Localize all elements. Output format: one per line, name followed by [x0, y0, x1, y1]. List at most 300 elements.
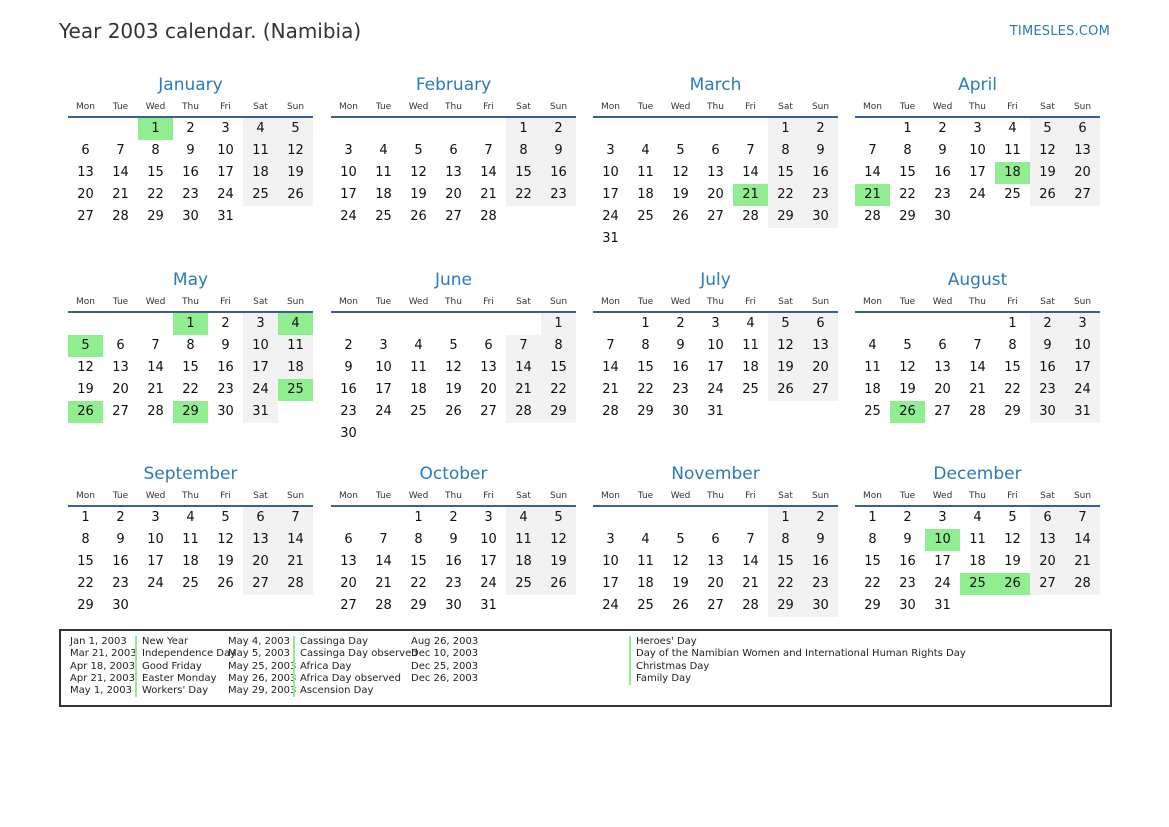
day-cell: 9	[116, 532, 125, 547]
day-cell: 2	[221, 316, 230, 331]
weekday-label: Thu	[445, 491, 462, 501]
day-cell: 2	[903, 510, 912, 525]
day-cell: 28	[112, 209, 129, 224]
day-cell: 20	[803, 357, 838, 379]
day-cell: 8	[81, 532, 90, 547]
day-cell: 25	[637, 209, 654, 224]
day-cell: 16	[340, 382, 357, 397]
day-cell: 26	[1030, 184, 1065, 206]
day-cell: 12	[672, 165, 689, 180]
day-cell: 23	[112, 576, 129, 591]
day-cell: 20	[480, 382, 497, 397]
weekday-label: Sat	[253, 297, 268, 307]
day-cell: 14	[969, 360, 986, 375]
weekday-label: Tue	[637, 297, 654, 307]
calendar-grid	[68, 73, 1102, 621]
day-cell: 29	[77, 598, 94, 613]
day-cell: 4	[973, 510, 982, 525]
day-cell: 28	[742, 209, 759, 224]
day-cell: 11	[1004, 143, 1021, 158]
day-cell: 7	[606, 338, 615, 353]
day-cell: 13	[445, 165, 462, 180]
weekday-label: Thu	[707, 297, 724, 307]
day-cell: 1	[903, 121, 912, 136]
day-cell: 24	[217, 187, 234, 202]
weekday-label: Sun	[286, 297, 305, 307]
day-cell: 3	[606, 532, 615, 547]
day-cell: 22	[768, 184, 803, 206]
day-cell: 14	[506, 357, 541, 379]
day-cell: 16	[541, 162, 576, 184]
day-cell: 15	[182, 360, 199, 375]
weekday-label: Wed	[145, 102, 166, 112]
day-cell: 1	[768, 507, 803, 529]
holiday-date: Mar 21, 2003	[70, 648, 137, 660]
day-cell: 1	[81, 510, 90, 525]
day-cell: 24	[375, 404, 392, 419]
day-cell: 27	[243, 573, 278, 595]
day-cell: 22	[147, 187, 164, 202]
day-cell: 3	[243, 313, 278, 335]
day-cell: 15	[768, 551, 803, 573]
weekday-label: Fri	[745, 102, 756, 112]
day-cell: 16	[803, 551, 838, 573]
day-cell: 9	[803, 529, 838, 551]
day-cell: 10	[340, 165, 357, 180]
day-cell: 2	[186, 121, 195, 136]
weekday-label: Thu	[707, 491, 724, 501]
day-cell: 13	[112, 360, 129, 375]
holiday-day-cell: 21	[855, 184, 890, 206]
day-cell: 4	[641, 532, 650, 547]
day-cell: 16	[934, 165, 951, 180]
day-cell: 29	[1004, 404, 1021, 419]
weekday-label: Tue	[112, 491, 129, 501]
holiday-name: Cassinga Day	[293, 636, 368, 648]
day-cell: 23	[899, 576, 916, 591]
day-cell: 20	[934, 382, 951, 397]
weekday-label: Sat	[516, 491, 531, 501]
weekday-label: Sun	[811, 491, 830, 501]
holiday-name: Ascension Day	[293, 685, 373, 697]
day-cell: 10	[707, 338, 724, 353]
day-cell: 25	[243, 184, 278, 206]
weekday-label: Sat	[778, 297, 793, 307]
day-cell: 19	[77, 382, 94, 397]
day-cell: 14	[278, 529, 313, 551]
day-cell: 23	[445, 576, 462, 591]
day-cell: 21	[1065, 551, 1100, 573]
day-cell: 22	[1004, 382, 1021, 397]
day-cell: 7	[506, 335, 541, 357]
day-cell: 6	[711, 143, 720, 158]
weekday-label: Wed	[932, 491, 953, 501]
day-cell: 15	[410, 554, 427, 569]
day-cell: 28	[278, 573, 313, 595]
day-cell: 4	[506, 507, 541, 529]
day-cell: 1	[1008, 316, 1017, 331]
day-cell: 23	[217, 382, 234, 397]
day-cell: 8	[506, 140, 541, 162]
holiday-legend	[59, 629, 1112, 707]
day-cell: 30	[803, 595, 838, 617]
weekday-label: Sun	[286, 491, 305, 501]
day-cell: 3	[938, 510, 947, 525]
weekday-label: Wed	[145, 491, 166, 501]
month-june	[331, 268, 576, 445]
day-cell: 23	[541, 184, 576, 206]
brand-link[interactable]: TIMESLES.COM	[1009, 24, 1110, 39]
day-cell: 9	[186, 143, 195, 158]
day-cell: 8	[1008, 338, 1017, 353]
day-cell: 8	[151, 143, 160, 158]
day-cell: 18	[637, 576, 654, 591]
day-cell: 15	[899, 165, 916, 180]
day-cell: 22	[899, 187, 916, 202]
day-cell: 28	[506, 401, 541, 423]
holiday-day-cell: 26	[890, 401, 925, 423]
day-cell: 14	[375, 554, 392, 569]
weekday-label: Fri	[1007, 102, 1018, 112]
day-cell: 15	[541, 357, 576, 379]
month-may	[68, 268, 313, 423]
day-cell: 5	[278, 118, 313, 140]
day-cell: 17	[707, 360, 724, 375]
day-cell: 7	[973, 338, 982, 353]
day-cell: 11	[506, 529, 541, 551]
day-cell: 24	[602, 598, 619, 613]
weekday-label: Thu	[969, 297, 986, 307]
day-cell: 20	[1065, 162, 1100, 184]
weekday-label: Sat	[1040, 102, 1055, 112]
day-cell: 27	[445, 209, 462, 224]
day-cell: 17	[147, 554, 164, 569]
day-cell: 20	[112, 382, 129, 397]
weekday-header	[593, 293, 838, 313]
day-cell: 29	[147, 209, 164, 224]
weekday-label: Mon	[339, 297, 358, 307]
day-cell: 19	[768, 357, 803, 379]
holiday-name: Cassinga Day observed	[293, 648, 418, 660]
day-cell: 2	[803, 118, 838, 140]
day-cell: 30	[803, 206, 838, 228]
day-cell: 25	[864, 404, 881, 419]
day-cell: 7	[868, 143, 877, 158]
day-cell: 2	[449, 510, 458, 525]
day-cell: 3	[1065, 313, 1100, 335]
day-cell: 18	[506, 551, 541, 573]
day-cell: 5	[414, 143, 423, 158]
day-cell: 21	[602, 382, 619, 397]
holiday-day-cell: 25	[278, 379, 313, 401]
month-name: July	[700, 270, 731, 290]
weekday-header	[593, 98, 838, 118]
weekday-header	[68, 98, 313, 118]
day-cell: 23	[803, 573, 838, 595]
day-cell: 3	[606, 143, 615, 158]
day-cell: 11	[243, 140, 278, 162]
weekday-label: Thu	[182, 297, 199, 307]
weekday-label: Thu	[969, 102, 986, 112]
day-cell: 22	[182, 382, 199, 397]
day-cell: 29	[768, 595, 803, 617]
weekday-label: Mon	[863, 297, 882, 307]
day-cell: 18	[243, 162, 278, 184]
day-cell: 7	[278, 507, 313, 529]
day-cell: 10	[480, 532, 497, 547]
holiday-date: May 26, 2003	[228, 672, 297, 684]
day-cell: 6	[344, 532, 353, 547]
holiday-date: May 29, 2003	[228, 685, 297, 697]
weekday-label: Tue	[375, 491, 392, 501]
weekday-label: Tue	[375, 297, 392, 307]
day-cell: 10	[217, 143, 234, 158]
day-cell: 16	[899, 554, 916, 569]
day-cell: 19	[899, 382, 916, 397]
day-grid	[68, 313, 313, 423]
weekday-label: Mon	[601, 491, 620, 501]
day-cell: 10	[375, 360, 392, 375]
day-cell: 14	[864, 165, 881, 180]
day-cell: 7	[116, 143, 125, 158]
holiday-date: May 1, 2003	[70, 685, 133, 697]
month-february	[331, 73, 576, 228]
day-cell: 30	[340, 426, 357, 441]
day-cell: 31	[602, 231, 619, 246]
day-cell: 6	[243, 507, 278, 529]
day-cell: 3	[151, 510, 160, 525]
day-cell: 27	[340, 598, 357, 613]
day-cell: 29	[899, 209, 916, 224]
holiday-day-cell: 29	[173, 401, 208, 423]
day-cell: 12	[899, 360, 916, 375]
weekday-header	[68, 487, 313, 507]
day-cell: 2	[803, 507, 838, 529]
weekday-label: Sun	[549, 297, 568, 307]
holiday-name: Easter Monday	[135, 673, 217, 685]
day-cell: 19	[278, 162, 313, 184]
month-name: October	[419, 464, 488, 484]
weekday-label: Sat	[1040, 297, 1055, 307]
day-grid	[855, 313, 1100, 423]
month-name: December	[933, 464, 1022, 484]
day-cell: 27	[1065, 184, 1100, 206]
holiday-name: Heroes' Day	[629, 636, 697, 648]
day-cell: 13	[243, 529, 278, 551]
day-cell: 12	[278, 140, 313, 162]
weekday-label: Wed	[408, 102, 429, 112]
holiday-day-cell: 26	[68, 401, 103, 423]
day-cell: 14	[112, 165, 129, 180]
day-cell: 2	[938, 121, 947, 136]
holiday-date: Apr 21, 2003	[70, 672, 136, 684]
day-cell: 7	[151, 338, 160, 353]
day-cell: 7	[746, 532, 755, 547]
month-july	[593, 268, 838, 423]
day-cell: 6	[116, 338, 125, 353]
day-cell: 16	[182, 165, 199, 180]
weekday-label: Sun	[811, 102, 830, 112]
weekday-header	[855, 487, 1100, 507]
day-cell: 5	[221, 510, 230, 525]
day-cell: 28	[1065, 573, 1100, 595]
day-grid	[855, 118, 1100, 228]
day-cell: 31	[217, 209, 234, 224]
day-cell: 19	[1030, 162, 1065, 184]
day-cell: 31	[934, 598, 951, 613]
day-cell: 11	[637, 165, 654, 180]
day-cell: 26	[672, 598, 689, 613]
day-cell: 1	[506, 118, 541, 140]
day-cell: 22	[410, 576, 427, 591]
day-cell: 12	[1030, 140, 1065, 162]
day-cell: 25	[182, 576, 199, 591]
day-grid	[855, 507, 1100, 617]
day-cell: 8	[868, 532, 877, 547]
weekday-label: Thu	[445, 297, 462, 307]
day-cell: 17	[217, 165, 234, 180]
day-cell: 9	[803, 140, 838, 162]
day-cell: 13	[480, 360, 497, 375]
weekday-label: Sat	[1040, 491, 1055, 501]
weekday-label: Fri	[745, 297, 756, 307]
holiday-name: Family Day	[629, 673, 691, 685]
weekday-header	[68, 293, 313, 313]
holiday-day-cell: 5	[68, 335, 103, 357]
day-cell: 26	[672, 209, 689, 224]
day-cell: 29	[410, 598, 427, 613]
weekday-label: Sat	[253, 491, 268, 501]
day-cell: 17	[1065, 357, 1100, 379]
day-cell: 20	[707, 187, 724, 202]
day-cell: 24	[602, 209, 619, 224]
day-cell: 26	[445, 404, 462, 419]
day-cell: 29	[637, 404, 654, 419]
weekday-label: Sun	[1073, 297, 1092, 307]
day-cell: 26	[217, 576, 234, 591]
day-cell: 12	[445, 360, 462, 375]
day-cell: 5	[768, 313, 803, 335]
holiday-date: Dec 25, 2003	[411, 660, 479, 672]
day-cell: 8	[414, 532, 423, 547]
weekday-label: Fri	[483, 102, 494, 112]
day-cell: 29	[541, 401, 576, 423]
day-cell: 28	[480, 209, 497, 224]
day-cell: 31	[480, 598, 497, 613]
weekday-label: Fri	[1007, 297, 1018, 307]
holiday-name: Africa Day observed	[293, 673, 401, 685]
day-cell: 3	[379, 338, 388, 353]
month-april	[855, 73, 1100, 228]
day-cell: 15	[768, 162, 803, 184]
day-cell: 15	[147, 165, 164, 180]
day-cell: 30	[217, 404, 234, 419]
day-cell: 9	[541, 140, 576, 162]
day-cell: 4	[868, 338, 877, 353]
day-cell: 6	[1030, 507, 1065, 529]
holiday-day-cell: 21	[733, 184, 768, 206]
day-cell: 9	[221, 338, 230, 353]
day-cell: 30	[445, 598, 462, 613]
day-cell: 8	[903, 143, 912, 158]
holiday-date: May 25, 2003	[228, 660, 297, 672]
holiday-name: New Year	[135, 636, 188, 648]
day-cell: 18	[278, 357, 313, 379]
holiday-day-cell: 26	[995, 573, 1030, 595]
month-name: February	[415, 75, 492, 95]
day-cell: 6	[484, 338, 493, 353]
day-cell: 2	[1030, 313, 1065, 335]
day-cell: 25	[410, 404, 427, 419]
day-cell: 5	[676, 143, 685, 158]
day-cell: 18	[637, 187, 654, 202]
day-cell: 30	[1030, 401, 1065, 423]
day-cell: 17	[340, 187, 357, 202]
day-cell: 4	[746, 316, 755, 331]
month-name: January	[158, 75, 223, 95]
day-cell: 18	[969, 554, 986, 569]
day-cell: 10	[243, 335, 278, 357]
day-cell: 20	[77, 187, 94, 202]
month-name: September	[143, 464, 238, 484]
day-cell: 1	[641, 316, 650, 331]
weekday-label: Mon	[863, 102, 882, 112]
day-cell: 29	[864, 598, 881, 613]
day-cell: 21	[278, 551, 313, 573]
weekday-label: Wed	[670, 102, 691, 112]
weekday-label: Thu	[707, 102, 724, 112]
day-cell: 4	[379, 143, 388, 158]
day-cell: 28	[864, 209, 881, 224]
weekday-label: Wed	[932, 102, 953, 112]
day-cell: 18	[182, 554, 199, 569]
day-cell: 9	[903, 532, 912, 547]
weekday-label: Sat	[778, 102, 793, 112]
month-december	[855, 462, 1100, 617]
day-cell: 1	[541, 313, 576, 335]
day-cell: 19	[410, 187, 427, 202]
day-cell: 1	[414, 510, 423, 525]
day-cell: 27	[77, 209, 94, 224]
day-cell: 3	[221, 121, 230, 136]
day-cell: 14	[742, 554, 759, 569]
weekday-header	[331, 293, 576, 313]
day-cell: 26	[278, 184, 313, 206]
day-cell: 18	[864, 382, 881, 397]
day-cell: 10	[1065, 335, 1100, 357]
day-cell: 8	[186, 338, 195, 353]
day-cell: 10	[147, 532, 164, 547]
day-cell: 19	[445, 382, 462, 397]
weekday-label: Sun	[286, 102, 305, 112]
day-grid	[68, 118, 313, 228]
day-cell: 25	[1004, 187, 1021, 202]
day-cell: 17	[969, 165, 986, 180]
day-cell: 11	[742, 338, 759, 353]
holiday-date: Apr 18, 2003	[70, 660, 136, 672]
day-cell: 23	[1030, 379, 1065, 401]
day-cell: 18	[742, 360, 759, 375]
day-cell: 17	[934, 554, 951, 569]
day-cell: 10	[969, 143, 986, 158]
day-cell: 2	[344, 338, 353, 353]
day-cell: 11	[278, 335, 313, 357]
day-cell: 10	[602, 554, 619, 569]
weekday-label: Thu	[445, 102, 462, 112]
day-cell: 28	[969, 404, 986, 419]
month-november	[593, 462, 838, 617]
day-cell: 14	[602, 360, 619, 375]
